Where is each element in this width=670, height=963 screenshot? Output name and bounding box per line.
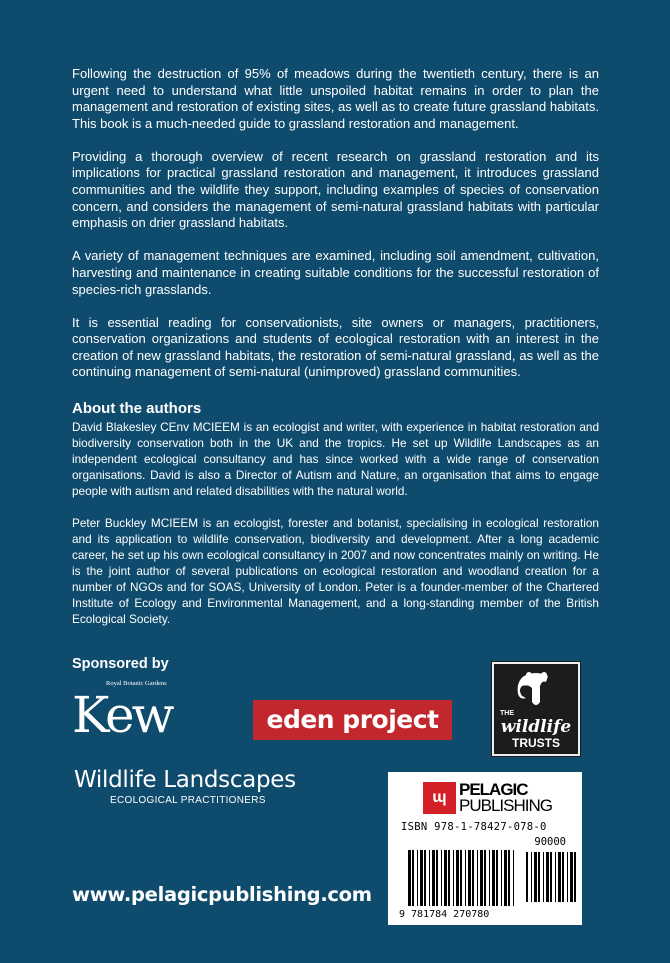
description-paragraph: It is essential reading for conservationists, site owners or managers, practitioners, conservation organizations and students of ecological restoration with an interest in the creation of new grassland habitats, the restoration of semi-natural grassland, as well as the continuing management of semi-natural (unimproved) grassland communities.	[72, 314, 599, 380]
barcode-bar	[441, 850, 442, 906]
barcode-bar	[489, 850, 490, 906]
barcode-bar	[484, 850, 486, 906]
text-column	[72, 66, 599, 627]
kew-logo-subtext: Royal Botanic Gardens	[106, 680, 167, 687]
barcode-bar	[531, 852, 532, 902]
barcode-bar	[460, 850, 462, 906]
barcode-bar	[429, 850, 430, 906]
barcode-bar	[570, 852, 573, 902]
barcode-bar	[472, 850, 474, 906]
isbn-text: ISBN 978-1-78427-078-0	[401, 821, 547, 833]
description-paragraph: Following the destruction of 95% of meadows during the twentieth century, there is an urgent need to understand what little unspoiled habitat remains in order to plan the management and restoration of existing sites, as well as to create future grassland habitats. This book is a much-needed guide to grassland restoration and management.	[72, 66, 599, 131]
wildlife-trusts-wildlife: wildlife	[500, 717, 572, 737]
badger-icon	[516, 670, 556, 710]
price-code: 90000	[534, 836, 566, 848]
barcode-bar	[538, 852, 540, 902]
description-paragraph: Providing a thorough overview of recent research on grassland restoration and its implications for practical grassland restoration and management, it introduces grassland communities and the wildlife they support, including examples of species of conservation concern, and considers the management of semi-natural grassland habitats with particular emphasis on drier grassland habitats.	[72, 148, 599, 231]
barcode-bar	[436, 850, 438, 906]
barcode-bar	[492, 850, 495, 906]
barcode-bar	[555, 852, 556, 902]
barcode-bar	[412, 850, 414, 906]
barcode-bar	[543, 852, 544, 902]
barcode-bar	[465, 850, 466, 906]
barcode-addon-icon	[526, 852, 578, 902]
barcode-bar	[508, 850, 510, 906]
barcode-bar	[444, 850, 447, 906]
barcode-bar	[432, 850, 435, 906]
barcode-bar	[420, 850, 423, 906]
barcode-bar	[534, 852, 537, 902]
ean-number: 9 781784 270780	[399, 909, 490, 920]
wildlife-trusts-the: THE	[500, 710, 514, 717]
barcode-bar	[456, 850, 459, 906]
barcode-box	[388, 772, 582, 925]
pelagic-logo-icon: ɰ	[423, 782, 456, 814]
barcode-bar	[513, 850, 514, 906]
kew-logo-text: Kew	[72, 686, 172, 744]
barcode-bar	[496, 850, 498, 906]
barcode-icon	[408, 850, 514, 906]
barcode-bar	[546, 852, 549, 902]
eden-project-logo: eden project	[253, 700, 452, 740]
author-bio-blakesley: David Blakesley CEnv MCIEEM is an ecologist and writer, with experience in habitat restoration and biodiversity conservation both in the UK and the tropics. He set up Wildlife Landscapes as an independent ecological consultancy and has since worked with a wide range of conservation organisations. David is also a Director of Autism and Nature, an organisation that aims to engage people with autism and related disabilities with the natural world.	[72, 420, 599, 498]
kew-logo	[72, 680, 197, 742]
about-heading: About the authors	[72, 400, 202, 417]
publisher-url: www.pelagicpublishing.com	[72, 883, 372, 906]
barcode-bar	[453, 850, 454, 906]
pelagic-name: PELAGIC	[459, 780, 528, 799]
pelagic-publishing: PUBLISHING	[459, 796, 552, 815]
wildlife-trusts-logo	[492, 662, 580, 756]
book-description	[72, 66, 599, 381]
sponsored-heading: Sponsored by	[72, 656, 169, 672]
description-paragraph: A variety of management techniques are examined, including soil amendment, cultivation, harvesting and maintenance in creating suitable conditions for the successful restoration of species-rich grasslands.	[72, 248, 599, 297]
author-bio-buckley: Peter Buckley MCIEEM is an ecologist, forester and botanist, specialising in ecological restoration and its application to wildlife conservation, biodiversity and development. After a long academic career, he set up his own ecological consultancy in 2007 and now concentrates mainly on writing. He is the joint author of several publications on ecological restoration and woodland creation for a number of NGOs and for SOAS, University of London. Peter is a founder-member of the Chartered Institute of Ecology and Environmental Management, and a long-standing member of the British Ecological Society.	[72, 516, 599, 626]
barcode-bar	[558, 852, 561, 902]
pelagic-logo	[423, 782, 552, 814]
barcode-bar	[526, 852, 528, 902]
barcode-bar	[408, 850, 411, 906]
barcode-bar	[504, 850, 507, 906]
wildlife-trusts-trusts: TRUSTS	[512, 736, 560, 750]
barcode-bar	[501, 850, 502, 906]
barcode-bar	[417, 850, 418, 906]
barcode-bar	[424, 850, 426, 906]
barcode-bar	[477, 850, 478, 906]
wildlife-landscapes-logo	[74, 766, 296, 808]
wildlife-landscapes-sub: ECOLOGICAL PRACTITIONERS	[110, 795, 266, 806]
barcode-bar	[480, 850, 483, 906]
barcode-bar	[562, 852, 564, 902]
barcode-bar	[550, 852, 552, 902]
wildlife-landscapes-name: Wildlife Landscapes	[74, 767, 296, 793]
barcode-bar	[567, 852, 568, 902]
about-authors	[72, 399, 599, 627]
barcode-bar	[574, 852, 576, 902]
barcode-bar	[468, 850, 471, 906]
barcode-bar	[448, 850, 450, 906]
